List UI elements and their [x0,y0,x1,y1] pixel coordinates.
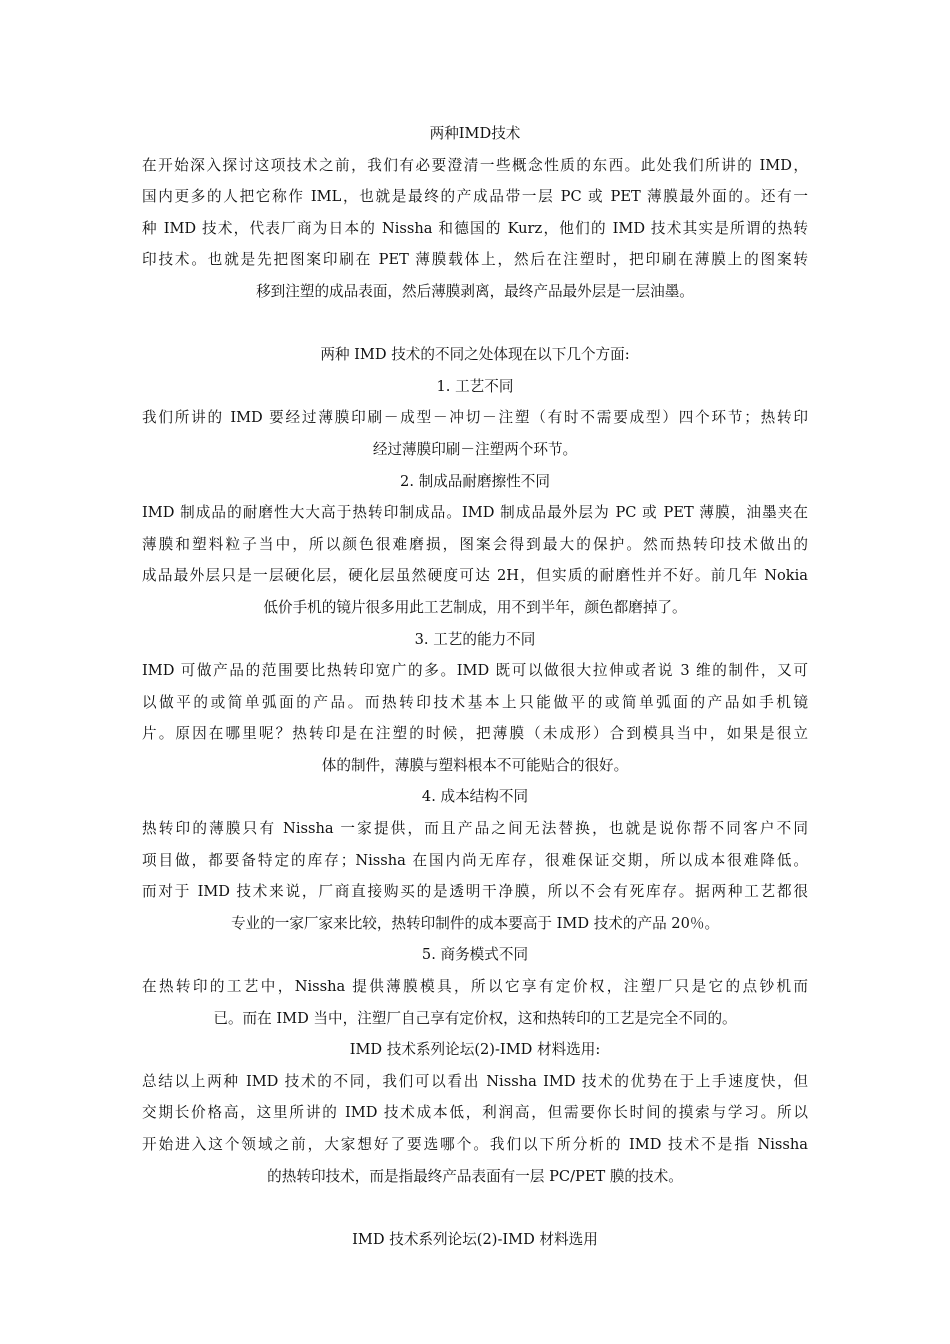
section-heading: 1. 工艺不同 [436,377,514,395]
section-business [142,939,808,1034]
intro-line: 国内更多的人把它称作 IML，也就是最终的产成品带一层 PC 或 PET 薄膜最外面的。还有一 [142,188,808,206]
intro-paragraph [142,150,808,308]
section-line: 以做平的或简单弧面的产品。而热转印技术基本上只能做平的或简单弧面的产品如手机镜 [142,693,808,711]
document-body [142,118,808,1255]
section-capability [142,624,808,782]
summary-line: 总结以上两种 IMD 技术的不同，我们可以看出 Nissha IMD 技术的优势在于上手速度快，但 [142,1072,808,1090]
section-process [142,371,808,466]
paragraph-gap [142,308,808,340]
summary-line: 交期长价格高，这里所讲的 IMD 技术成本低，利润高，但需要你长时间的摸索与学习。所以 [142,1104,808,1122]
intro-line-last: 移到注塑的成品表面，然后薄膜剥离，最终产品最外层是一层油墨。 [256,282,694,300]
section-heading: 5. 商务模式不同 [421,946,529,964]
section-line: IMD 制成品的耐磨性大大高于热转印制成品。IMD 制成品最外层为 PC 或 PET 薄膜，油墨夹在 [142,504,808,522]
section-heading: 3. 工艺的能力不同 [414,630,536,648]
section-line: 成品最外层只是一层硬化层，硬化层虽然硬度可达 2H，但实质的耐磨性并不好。前几年 Nokia [142,567,808,585]
intro-line: 印技术。也就是先把图案印刷在 PET 薄膜载体上，然后在注塑时，把印刷在薄膜上的图案转 [142,251,808,269]
summary-line: 开始进入这个领域之前，大家想好了要选哪个。我们以下所分析的 IMD 技术不是指 Nissha [142,1136,808,1153]
section-line-last: 已。而在 IMD 当中，注塑厂自己享有定价权，这和热转印的工艺是完全不同的。 [213,1009,737,1027]
section-line-last: 专业的一家厂家来比较，热转印制件的成本要高于 IMD 技术的产品 20％。 [230,914,720,932]
document-title: 两种IMD技术 [429,125,521,142]
summary-paragraph [142,1066,808,1192]
section-line: 而对于 IMD 技术来说，厂商直接购买的是透明干净膜，所以不会有死库存。据两种工艺都很 [142,883,808,901]
section-line: IMD 可做产品的范围要比热转印宽广的多。IMD 既可以做很大拉伸或者说 3 维的制件，又可 [142,662,808,680]
section-cost [142,781,808,939]
section-line: 薄膜和塑料粒子当中，所以颜色很难磨损，图案会得到最大的保护。然而热转印技术做出的 [142,535,808,553]
section-heading: 4. 成本结构不同 [421,788,529,806]
intro-line: 种 IMD 技术，代表厂商为日本的 Nissha 和德国的 Kurz，他们的 IMD 技术其实是所谓的热转 [142,219,808,237]
section-line-last: 体的制件，薄膜与塑料根本不可能贴合的很好。 [321,756,629,774]
section-line: 在热转印的工艺中，Nissha 提供薄膜模具，所以它享有定价权，注塑厂只是它的点钞机而 [142,978,808,996]
summary-line-last: 的热转印技术，而是指最终产品表面有一层 PC/PET 膜的技术。 [267,1167,683,1185]
section-line: 项目做，都要备特定的库存；Nissha 在国内尚无库存，很难保证交期，所以成本很难降低。 [142,851,808,869]
section-heading: 2. 制成品耐磨擦性不同 [400,472,550,490]
section-line: 我们所讲的 IMD 要经过薄膜印刷－成型－冲切－注塑（有时不需要成型）四个环节；热转印 [142,409,808,427]
differences-heading: 两种 IMD 技术的不同之处体现在以下几个方面: [320,346,630,364]
section-line-last: 经过薄膜印刷－注塑两个环节。 [372,440,578,458]
intro-line: 在开始深入探讨这项技术之前，我们有必要澄清一些概念性质的东西。此处我们所讲的 IMD， [142,156,808,174]
section-abrasion [142,466,808,624]
section-line: 片。原因在哪里呢？热转印是在注塑的时候，把薄膜（未成形）合到模具当中，如果是很立 [142,725,808,743]
section-line-last: 低价手机的镜片很多用此工艺制成，用不到半年，颜色都磨掉了。 [263,598,687,616]
forum-heading-repeat: IMD 技术系列论坛(2)-IMD 材料选用 [352,1230,598,1248]
section-line: 热转印的薄膜只有 Nissha 一家提供，而且产品之间无法替换，也就是说你帮不同客户不同 [142,820,808,838]
paragraph-gap [142,1192,808,1224]
forum-heading: IMD 技术系列论坛(2)-IMD 材料选用: [349,1041,601,1059]
